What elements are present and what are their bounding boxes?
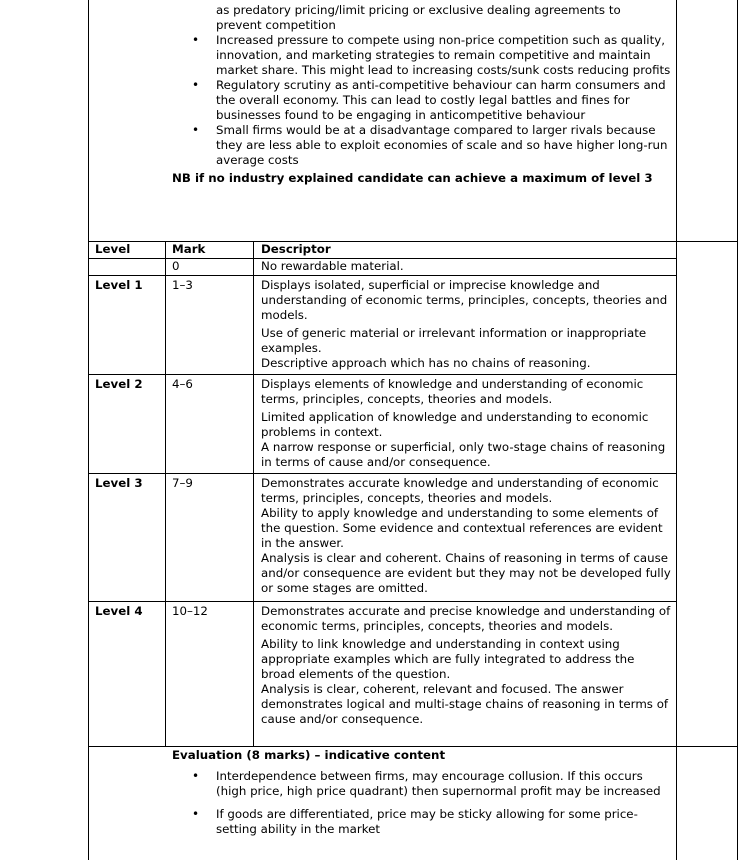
descriptor-para: Descriptive approach which has no chains of reasoning. — [261, 356, 591, 370]
grid-row-line — [88, 601, 676, 602]
grid-row-line — [88, 275, 676, 276]
grid-content-right-border — [676, 0, 677, 860]
descriptor-para: Analysis is clear, coherent, relevant and focused. The answer demonstrates logical and multi-stage chains of reasoning in terms of cause and/or consequence. — [261, 682, 669, 726]
level-3-mark: 7–9 — [172, 476, 193, 490]
continued-line: as predatory pricing/limit pricing or exclusive dealing agreements to — [216, 3, 621, 17]
level-3-label: Level 3 — [95, 476, 143, 490]
list-item: • If goods are differentiated, price may be sticky allowing for some price-setting ability in the market — [192, 807, 638, 836]
descriptor-para: Use of generic material or irrelevant information or inappropriate examples. — [261, 326, 647, 355]
level-4-mark: 10–12 — [172, 604, 208, 618]
descriptor-para: Demonstrates accurate and precise knowledge and understanding of economic terms, principles, concepts, theories and models. — [261, 604, 671, 633]
continued-bullet-text — [172, 3, 672, 33]
descriptor-para: Ability to apply knowledge and understanding to some elements of the question. Some evidence and contextual references are evident in the answer. — [261, 506, 663, 550]
bullet-icon: • — [192, 78, 200, 92]
top-content — [172, 3, 672, 186]
level-3-descriptor — [261, 476, 671, 596]
evaluation-heading: Evaluation (8 marks) – indicative content — [172, 748, 446, 762]
list-item: • Small firms would be at a disadvantage compared to larger rivals because they are less able to exploit economies of scale and so have higher long-run average costs — [192, 123, 668, 167]
grid-row-line — [88, 746, 738, 747]
descriptor-para: A narrow response or superficial, only two-stage chains of reasoning in terms of cause and/or consequence. — [261, 440, 666, 469]
bullet-icon: • — [192, 807, 200, 821]
list-item: • Increased pressure to compete using non-price competition such as quality, innovation, and marketing strategies to remain competitive and maintain market share. This might lead to increasing costs/sunk costs reducing profits — [192, 33, 671, 77]
level-1-label: Level 1 — [95, 278, 143, 292]
list-item: • Regulatory scrutiny as anti-competitive behaviour can harm consumers and the overall economy. This can lead to costly legal battles and fines for businesses found to be engaging in anticompetitive behaviour — [192, 78, 666, 122]
continued-line: prevent competition — [216, 18, 336, 32]
descriptor-para: Displays elements of knowledge and understanding of economic terms, principles, concepts, theories and models. — [261, 377, 644, 406]
descriptor-para: Analysis is clear and coherent. Chains of reasoning in terms of cause and/or consequence are evident but they may not be developed fully or some stages are omitted. — [261, 551, 671, 595]
bullet-icon: • — [192, 33, 200, 47]
descriptor-0: No rewardable material. — [261, 259, 404, 273]
bullet-icon: • — [192, 123, 200, 137]
descriptor-para: Limited application of knowledge and understanding to economic problems in context. — [261, 410, 649, 439]
descriptor-para: Ability to link knowledge and understanding in context using appropriate examples which are fully integrated to address the broad elements of the question. — [261, 637, 635, 681]
header-mark: Mark — [172, 242, 206, 256]
level-2-descriptor — [261, 377, 671, 470]
level-4-label: Level 4 — [95, 604, 143, 618]
header-descriptor: Descriptor — [261, 242, 331, 256]
grid-row-line — [88, 473, 676, 474]
grid-row-line — [88, 374, 676, 375]
grid-left-border — [88, 0, 89, 860]
header-level: Level — [95, 242, 131, 256]
level-1-mark: 1–3 — [172, 278, 193, 292]
level-4-descriptor — [261, 604, 671, 727]
grid-level-mark-divider — [165, 241, 166, 746]
descriptor-para: Displays isolated, superficial or imprecise knowledge and understanding of economic terms, principles, concepts, theories and models. — [261, 278, 668, 322]
level-2-label: Level 2 — [95, 377, 143, 391]
grid-mark-descriptor-divider — [253, 241, 254, 746]
nb-note: NB if no industry explained candidate can achieve a maximum of level 3 — [172, 171, 653, 185]
level-2-mark: 4–6 — [172, 377, 193, 391]
list-item: • Interdependence between firms, may encourage collusion. If this occurs (high price, high price quadrant) then supernormal profit may be increased — [192, 769, 661, 798]
descriptor-para: Demonstrates accurate knowledge and understanding of economic terms, principles, concepts, theories and models. — [261, 476, 659, 505]
evaluation-section — [172, 748, 672, 837]
bullet-icon: • — [192, 769, 200, 783]
mark-0: 0 — [172, 259, 180, 273]
level-1-descriptor — [261, 278, 671, 371]
